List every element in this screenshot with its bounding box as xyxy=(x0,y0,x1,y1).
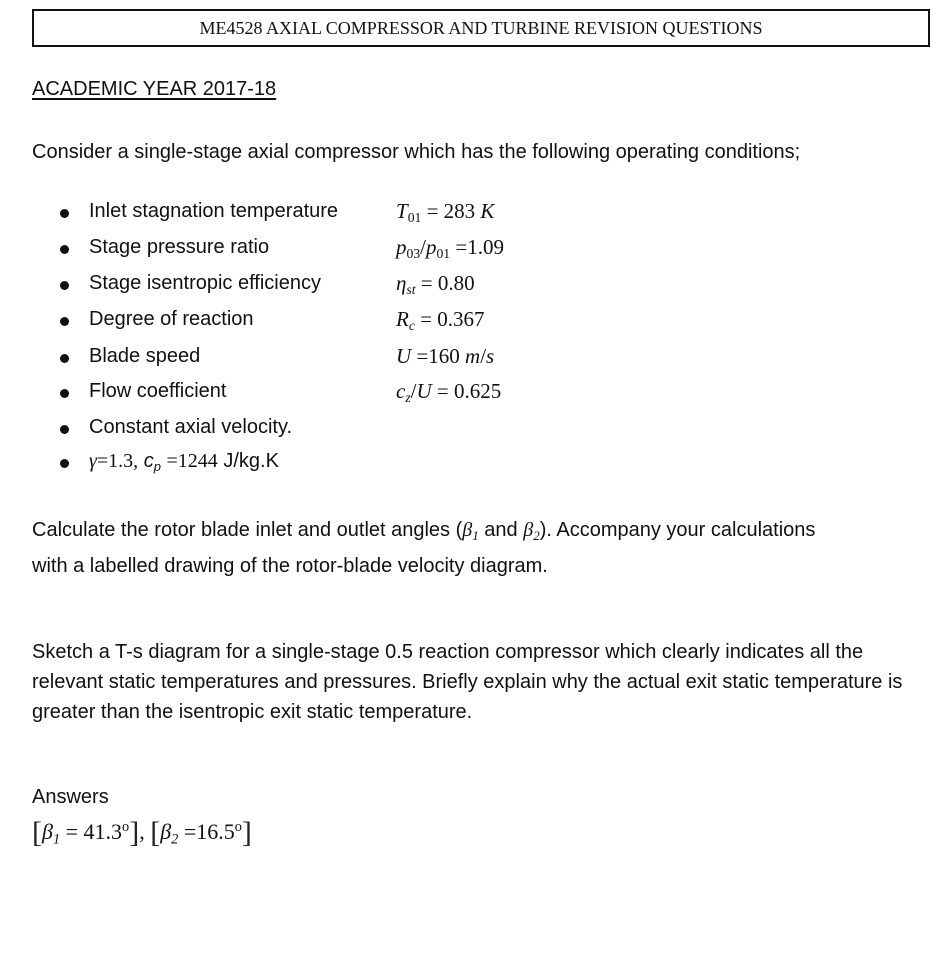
bullet-icon xyxy=(60,354,69,363)
list-item xyxy=(56,272,656,302)
condition-label: Flow coefficient xyxy=(89,380,227,402)
condition-label: Degree of reaction xyxy=(89,308,254,330)
list-item xyxy=(56,308,656,338)
condition-label: γ=1.3, $c_p =1244$ J/kg.K xyxy=(89,450,279,474)
answer-beta-2: $\beta_2$ xyxy=(160,819,179,848)
question-2: Sketch a T-s diagram for a single-stage 0.5 reaction compressor which clearly indicates all the relevant static temperatures and pressures. Briefly explain why the actual exit static temperature is greater than the isentropic exit static temperature. xyxy=(32,641,903,723)
answers-values: $[\beta_1 = 41.3^o]$, $[\beta_2 =16.5^o]$ xyxy=(32,816,252,849)
list-item xyxy=(56,236,656,266)
answers-label: Answers xyxy=(32,786,109,808)
intro-text: Consider a single-stage axial compressor which has the following operating conditions; xyxy=(32,141,801,163)
question-1-line-2: with a labelled drawing of the rotor-blade velocity diagram. xyxy=(32,554,548,577)
list-item xyxy=(56,200,656,230)
question-1-line-1: Calculate the rotor blade inlet and outlet angles ($\beta_1$ and $\beta_2$). Accompany your calculations xyxy=(32,519,816,543)
condition-label: Blade speed xyxy=(89,345,201,367)
bullet-icon xyxy=(60,389,69,398)
bullet-icon xyxy=(60,209,69,218)
list-item xyxy=(56,450,656,480)
condition-value: $\eta_{st} = 0.80$ xyxy=(396,271,475,298)
answer-beta-1: $\beta_1$ xyxy=(42,819,61,848)
question-1 xyxy=(32,515,932,581)
beta-2-symbol: $\beta_2$ xyxy=(523,519,540,543)
beta-1-symbol: $\beta_1$ xyxy=(462,519,479,543)
condition-value: $T_{01} = 283$ K xyxy=(396,199,495,226)
condition-value: U =160 m/s xyxy=(396,344,495,368)
bullet-icon xyxy=(60,317,69,326)
condition-label: Inlet stagnation temperature xyxy=(89,200,339,222)
academic-year: ACADEMIC YEAR 2017-18 xyxy=(32,78,277,100)
condition-value: $R_c = 0.367$ xyxy=(396,307,485,334)
condition-label: Stage isentropic efficiency xyxy=(89,272,321,294)
condition-label: Constant axial velocity. xyxy=(89,416,293,438)
bullet-icon xyxy=(60,425,69,434)
bullet-icon xyxy=(60,245,69,254)
bullet-icon xyxy=(60,459,69,468)
list-item xyxy=(56,345,656,375)
condition-value: $c_z/U = 0.625$ xyxy=(396,379,502,406)
document-title-box xyxy=(32,9,930,47)
condition-value: $p_{03}/p_{01} =1.09$ xyxy=(396,235,504,262)
list-item xyxy=(56,416,656,446)
bullet-icon xyxy=(60,281,69,290)
condition-label: Stage pressure ratio xyxy=(89,236,270,258)
document-title: ME4528 AXIAL COMPRESSOR AND TURBINE REVISION QUESTIONS xyxy=(199,17,763,38)
list-item xyxy=(56,380,656,410)
